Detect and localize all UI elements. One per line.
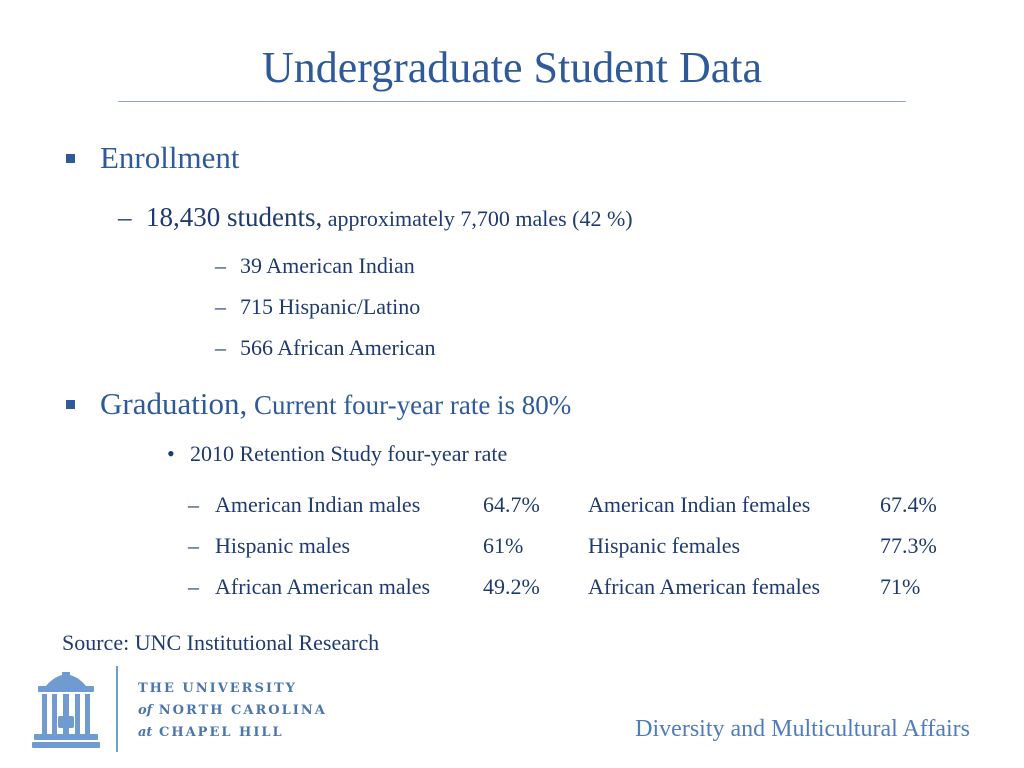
retention-study-label: 2010 Retention Study four-year rate [190,441,508,466]
rate-male-value: 64.7% [483,492,540,517]
dash-icon: – [188,574,199,599]
enrollment-heading: Enrollment [100,140,240,175]
title-divider [118,101,906,102]
rate-female-value: 67.4% [880,492,937,517]
rate-male-value: 61% [483,533,524,558]
enrollment-total-main: 18,430 students, [146,202,323,232]
bullet-dot-icon: • [167,441,175,466]
rate-female-label: African American females [588,574,821,599]
dash-icon: – [188,533,199,558]
logo-line-2-main: NORTH CAROLINA [158,703,327,718]
rate-male-label: African American males [215,574,431,599]
dash-icon: – [215,294,226,319]
rate-female-label: American Indian females [588,492,811,517]
logo-line-1: THE UNIVERSITY [138,681,297,696]
enrollment-total [146,202,633,233]
rate-female-value: 71% [880,574,921,599]
old-well-logo-icon [32,672,100,750]
breakdown-item: 715 Hispanic/Latino [240,294,421,319]
dash-icon: – [215,335,226,360]
graduation-detail: Current four-year rate is 80% [247,390,572,420]
rate-female-value: 77.3% [880,533,937,558]
source-note: Source: UNC Institutional Research [62,630,380,655]
bullet-square-icon [66,154,75,163]
dash-icon: – [118,202,132,232]
slide-title: Undergraduate Student Data [261,43,763,92]
rate-male-label: Hispanic males [215,533,351,558]
graduation-heading-main: Graduation, [100,386,248,421]
logo-line-2 [138,703,327,718]
enrollment-total-detail: approximately 7,700 males (42 %) [322,206,633,231]
rate-female-label: Hispanic females [588,533,741,558]
logo-line-3-prefix: at [138,725,153,740]
dash-icon: – [215,253,226,278]
logo-line-3 [138,725,284,740]
breakdown-item: 566 African American [240,335,436,360]
graduation-heading [100,386,571,422]
dash-icon: – [188,492,199,517]
logo-divider [116,666,118,752]
rate-male-value: 49.2% [483,574,540,599]
logo-line-2-prefix: of [138,703,153,718]
breakdown-item: 39 American Indian [240,253,415,278]
bullet-square-icon [66,400,75,409]
rate-male-label: American Indian males [215,492,421,517]
logo-line-3-main: CHAPEL HILL [158,725,284,740]
footer-department: Diversity and Multicultural Affairs [635,716,970,742]
